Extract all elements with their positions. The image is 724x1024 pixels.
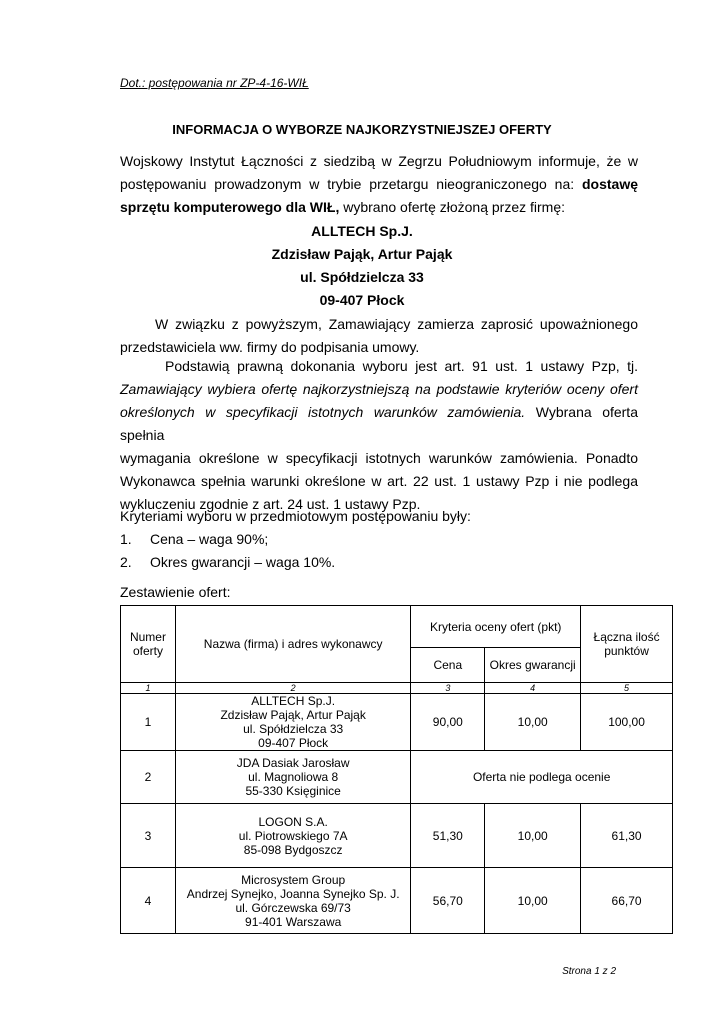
paragraph-text: Wybrana oferta spełnia	[120, 404, 638, 443]
firm-line: 09-407 Płock	[319, 292, 405, 308]
warranty-points: 10,00	[485, 694, 581, 751]
contractor-line: 09-407 Płock	[258, 736, 329, 750]
rejection-note: Oferta nie podlega ocenie	[411, 751, 673, 804]
header-warranty: Okres gwarancji	[485, 648, 581, 683]
firm-line: ALLTECH Sp.J.	[311, 223, 413, 239]
paragraph-line: W związku z powyższym, Zamawiający zamierza zaprosić upoważnionego	[155, 316, 638, 332]
price-points: 56,70	[411, 868, 485, 934]
header-offer-number: Numer oferty	[121, 606, 176, 683]
list-number: 2.	[120, 554, 132, 570]
contractor-line: 55-330 Księginice	[245, 784, 341, 798]
table-row	[121, 804, 673, 868]
page-number: Strona 1 z 2	[562, 966, 616, 977]
contractor-line: Zdzisław Pająk, Artur Pająk	[220, 708, 366, 722]
paragraph-line: wykluczeniu zgodnie z art. 24 ust. 1 ustawy Pzp.	[120, 496, 421, 512]
contractor-line: ul. Spółdzielcza 33	[243, 722, 344, 736]
contractor-line: 91-401 Warszawa	[245, 914, 342, 929]
firm-line: Zdzisław Pająk, Artur Pająk	[271, 246, 453, 262]
table-row	[121, 751, 673, 804]
offers-table	[120, 605, 673, 934]
total-points: 100,00	[581, 694, 673, 751]
list-item	[120, 528, 335, 551]
paragraph-line: Wykonawca spełnia warunki określone w art. 22 ust. 1 ustawy Pzp i nie podlega	[120, 473, 638, 489]
reference-number: Dot.: postępowania nr ZP-4-16-WIŁ	[120, 76, 309, 90]
header-criteria: Kryteria oceny ofert (pkt)	[411, 606, 581, 648]
list-number: 1.	[120, 531, 132, 547]
intro-text: Wojskowy Instytut Łączności z siedzibą w Zegrzu Południowym informuje, że w postępowaniu prowadzonym w trybie przetargu nieograniczonego na:	[120, 153, 638, 192]
firm-line: ul. Spółdzielcza 33	[300, 269, 424, 285]
offer-number: 1	[121, 694, 176, 751]
contractor-line: Microsystem Group	[241, 872, 346, 887]
column-number: 5	[581, 683, 673, 694]
paragraph-line: Podstawią prawną dokonania wyboru jest art. 91 ust. 1 ustawy Pzp, tj.	[165, 358, 638, 374]
paragraph-line	[120, 401, 638, 447]
legal-basis-paragraph	[120, 355, 638, 516]
list-text: Cena – waga 90%;	[150, 531, 269, 547]
offers-summary-label: Zestawienie ofert:	[120, 584, 231, 600]
contractor-name	[175, 751, 410, 804]
contractor-line: JDA Dasiak Jarosław	[236, 756, 350, 770]
offer-number: 2	[121, 751, 176, 804]
paragraph-line: wymagania określone w specyfikacji istotnych warunków zamówienia. Ponadto	[120, 450, 638, 466]
offer-number: 3	[121, 804, 176, 868]
contractor-line: ul. Górczewska 69/73	[235, 900, 351, 915]
paragraph-line: Zamawiający wybiera ofertę najkorzystniejszą na podstawie kryteriów oceny ofert	[120, 381, 638, 397]
criteria-list	[120, 528, 335, 574]
contractor-line: ul. Piotrowskiego 7A	[238, 828, 348, 843]
intro-bold-subject: dostawę sprzętu komputerowego dla WIŁ,	[120, 176, 638, 215]
price-points: 51,30	[411, 804, 485, 868]
italic-text: określonych w specyfikacji istotnych warunków zamówienia.	[120, 404, 526, 420]
table-row	[121, 694, 673, 751]
warranty-points: 10,00	[485, 868, 581, 934]
header-contractor: Nazwa (firma) i adres wykonawcy	[175, 606, 410, 683]
page-title: INFORMACJA O WYBORZE NAJKORZYSTNIEJSZEJ OFERTY	[172, 122, 552, 137]
column-number: 4	[485, 683, 581, 694]
contractor-line: Andrzej Synejko, Joanna Synejko Sp. J.	[186, 886, 400, 901]
header-price: Cena	[411, 648, 485, 683]
total-points: 66,70	[581, 868, 673, 934]
contractor-name	[175, 804, 410, 868]
paragraph-line: przedstawiciela ww. firmy do podpisania umowy.	[120, 339, 420, 355]
contractor-name	[175, 694, 410, 751]
intro-paragraph	[120, 150, 638, 219]
column-number: 3	[411, 683, 485, 694]
contractor-line: LOGON S.A.	[258, 814, 328, 829]
contractor-line: 85-098 Bydgoszcz	[243, 842, 343, 857]
selected-firm	[0, 220, 724, 312]
intro-text-end: wybrano ofertę złożoną przez firmę:	[339, 199, 566, 215]
header-total-points: Łączna ilość punktów	[581, 606, 673, 683]
column-number: 1	[121, 683, 176, 694]
table-row	[121, 868, 673, 934]
price-points: 90,00	[411, 694, 485, 751]
warranty-points: 10,00	[485, 804, 581, 868]
total-points: 61,30	[581, 804, 673, 868]
criteria-intro: Kryteriami wyboru w przedmiotowym postępowaniu były:	[120, 508, 471, 524]
column-number: 2	[175, 683, 410, 694]
list-item	[120, 551, 335, 574]
contractor-name	[175, 868, 410, 934]
offer-number: 4	[121, 868, 176, 934]
list-text: Okres gwarancji – waga 10%.	[150, 554, 336, 570]
contractor-line: ul. Magnoliowa 8	[248, 770, 339, 784]
invitation-paragraph	[120, 313, 638, 359]
contractor-line: ALLTECH Sp.J.	[251, 694, 336, 708]
